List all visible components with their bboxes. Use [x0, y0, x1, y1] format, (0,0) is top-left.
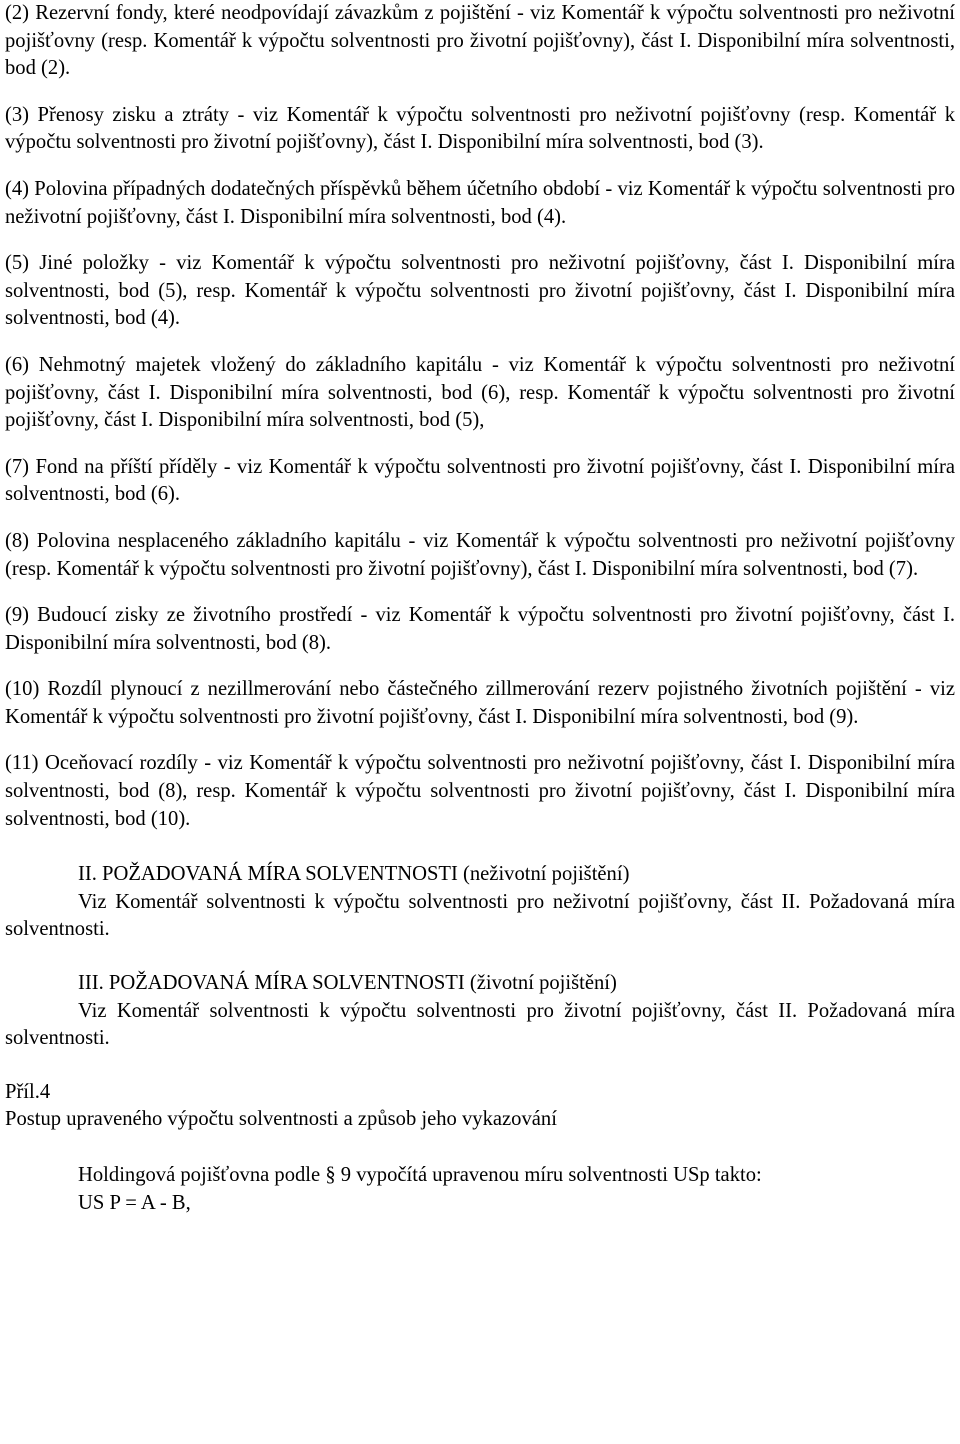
paragraph-10: (10) Rozdíl plynoucí z nezillmerování nebo částečného zillmerování rezerv pojistného životních pojištění - viz Komentář k výpočtu solventnosti pro životní pojišťovny, část I. Disponibilní míra solventnosti, bod (9).	[5, 678, 955, 728]
paragraph-6: (6) Nehmotný majetek vložený do základního kapitálu - viz Komentář k výpočtu solventnosti pro neživotní pojišťovny, část I. Disponibilní míra solventnosti, bod (6), resp. Komentář k výpočtu solventnosti pro životní pojišťovny, část I. Disponibilní míra solventnosti, bod (5),	[5, 353, 955, 432]
paragraph-8: (8) Polovina nesplaceného základního kapitálu - viz Komentář k výpočtu solventnosti pro neživotní pojišťovny (resp. Komentář k výpočtu solventnosti pro životní pojišťovny), část I. Disponibilní míra solventnosti, bod (7).	[5, 529, 955, 580]
section-heading: II. POŽADOVANÁ MÍRA SOLVENTNOSTI (neživotní pojištění)	[78, 863, 630, 886]
section-life-required-solvency	[5, 970, 955, 1053]
paragraph-7: (7) Fond na příští příděly - viz Komentář k výpočtu solventnosti pro životní pojišťovny, část I. Disponibilní míra solventnosti, bod (6).	[5, 455, 955, 506]
paragraph-4: (4) Polovina případných dodatečných příspěvků během účetního období - viz Komentář k výpočtu solventnosti pro neživotní pojišťovny, část I. Disponibilní míra solventnosti, bod (4).	[5, 177, 955, 228]
paragraph-11: (11) Oceňovací rozdíly - viz Komentář k výpočtu solventnosti pro neživotní pojišťovny, část I. Disponibilní míra solventnosti, bod (8), resp. Komentář k výpočtu solventnosti pro životní pojišťovny, část I. Disponibilní míra solventnosti, bod (10).	[5, 752, 955, 830]
section-nonlife-required-solvency	[5, 861, 955, 944]
section-heading: III. POŽADOVANÁ MÍRA SOLVENTNOSTI (životní pojištění)	[78, 972, 617, 995]
paragraph-3: (3) Přenosy zisku a ztráty - viz Komentář k výpočtu solventnosti pro neživotní pojišťovny (resp. Komentář k výpočtu solventnosti pro životní pojišťovny), část I. Disponibilní míra solventnosti, bod (3).	[5, 103, 955, 154]
annex-formula: US P = A - B,	[78, 1191, 191, 1214]
paragraph-9: (9) Budoucí zisky ze životního prostředí - viz Komentář k výpočtu solventnosti pro životní pojišťovny, část I. Disponibilní míra solventnosti, bod (8).	[5, 604, 955, 654]
section-body: Viz Komentář solventnosti k výpočtu solventnosti pro neživotní pojišťovny, část II. Požadovaná míra solventnosti.	[5, 890, 955, 941]
paragraph-2: (2) Rezervní fondy, které neodpovídají závazkům z pojištění - viz Komentář k výpočtu solventnosti pro neživotní pojišťovny (resp. Komentář k výpočtu solventnosti pro životní pojišťovny), část I. Disponibilní míra solventnosti, bod (2).	[5, 2, 955, 80]
section-body: Viz Komentář solventnosti k výpočtu solventnosti pro životní pojišťovny, část II. Požadovaná míra solventnosti.	[5, 999, 955, 1050]
paragraph-5: (5) Jiné položky - viz Komentář k výpočtu solventnosti pro neživotní pojišťovny, část I. Disponibilní míra solventnosti, bod (5), resp. Komentář k výpočtu solventnosti pro životní pojišťovny, část I. Disponibilní míra solventnosti, bod (4).	[5, 252, 955, 330]
annex-label: Příl.4	[5, 1080, 51, 1103]
annex-title: Postup upraveného výpočtu solventnosti a způsob jeho vykazování	[5, 1108, 557, 1131]
document-page	[5, 0, 955, 1217]
annex-intro: Holdingová pojišťovna podle § 9 vypočítá upravenou míru solventnosti USp takto:	[78, 1164, 762, 1186]
